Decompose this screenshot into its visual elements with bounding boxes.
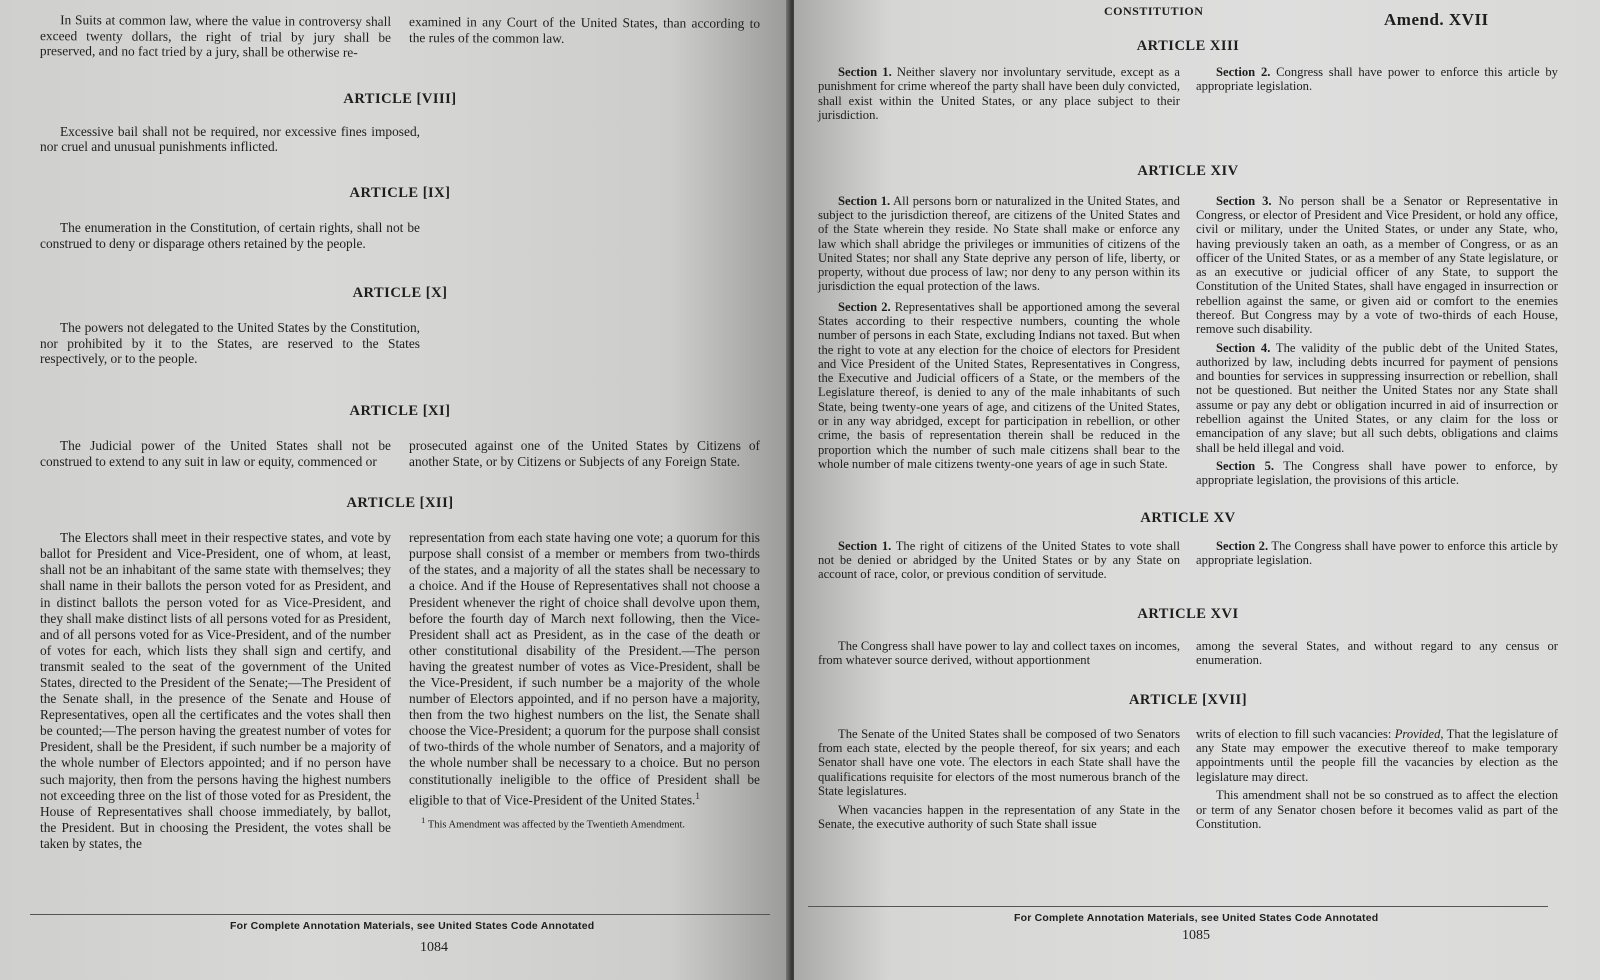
art14-s3-label: Section 3.	[1216, 193, 1272, 208]
intro-columns	[40, 12, 760, 63]
article-14-heading: ARTICLE XIV	[1137, 162, 1239, 179]
article-17-p4: This amendment shall not be so construed as to affect the election or term of any Senator chosen before it becomes valid as part of the Constitution.	[1196, 788, 1558, 832]
art14-s2-label: Section 2.	[838, 299, 891, 314]
art14-s2-text: Representatives shall be apportioned among the several States according to their respective numbers, counting the whole number of persons in each State, excluding Indians not taxed. But when the right to vote at any election for the choice of electors for President and Vice President of the United States, Representatives in Congress, the Executive and Judicial officers of a State, or the members of the Legislature thereof, is denied to any of the male inhabitants of such State, being twenty-one years of age, and citizens of the United States, or in any way abridged, except for participation in rebellion, or other crime, the basis of representation therein shall be reduced in the proportion which the number of such male citizens shall bear to the whole number of male citizens twenty-one years of age in such State.	[818, 299, 1180, 471]
art14-s4-text: The validity of the public debt of the United States, authorized by law, including debts incurred for payment of pensions and bounties for services in suppressing insurrection or rebellion, shall not be questioned. But neither the United States nor any State shall assume or pay any debt or obligation incurred in aid of insurrection or rebellion against the United States, or any claim for the loss or emancipation of any slave; but all such debts, obligations and claims shall be held illegal and void.	[1196, 340, 1559, 455]
footnote-number: 1	[421, 815, 426, 826]
article-16-heading: ARTICLE XVI	[1137, 605, 1239, 622]
art14-s1-text: All persons born or naturalized in the United States, and subject to the jurisdiction thereof, are citizens of the United States and of the State wherein they reside. No State shall make or enforce any law which shall abridge the privileges or immunities of citizens of the United States; nor shall any State deprive any person of life, liberty, or property, without due process of law; nor deny to any person within its jurisdiction the equal protection of the laws.	[818, 193, 1180, 294]
article-17-p3-provided: Provided,	[1394, 726, 1444, 741]
article-8-heading: ARTICLE [VIII]	[343, 90, 457, 107]
article-16-columns	[818, 639, 1558, 668]
article-9-heading: ARTICLE [IX]	[349, 184, 451, 201]
amendment-tag: Amend. XVII	[1384, 10, 1489, 29]
article-15-heading: ARTICLE XV	[1140, 509, 1236, 526]
art14-s4-label: Section 4.	[1216, 340, 1271, 355]
article-8-text: Excessive bail shall not be required, nor excessive fines imposed, nor cruel and unusual punishments inflicted.	[40, 123, 420, 155]
left-footer-rule	[30, 914, 770, 915]
article-17-p3-before: writs of election to fill such vacancies:	[1196, 726, 1392, 741]
right-page	[794, 0, 1600, 980]
article-12-heading: ARTICLE [XII]	[346, 495, 454, 512]
art13-s1-label: Section 1.	[838, 65, 892, 79]
running-head: CONSTITUTION	[1104, 4, 1204, 18]
article-11-heading: ARTICLE [XI]	[349, 402, 451, 419]
article-17-heading: ARTICLE [XVII]	[1128, 691, 1248, 708]
intro-col2: examined in any Court of the United States, than according to the rules of the common law.	[408, 14, 761, 46]
article-12-columns	[40, 530, 760, 852]
art13-s1-text: Neither slavery nor involuntary servitude, except as a punishment for crime whereof the party shall have been duly convicted, shall exist within the United States, or any place subject to their jurisdiction.	[818, 65, 1180, 123]
right-footer-rule	[808, 906, 1548, 907]
article-10-text: The powers not delegated to the United States by the Constitution, nor prohibited by it to the States, are reserved to the States respectively, or to the people.	[40, 320, 420, 367]
intro-col1: In Suits at common law, where the value in controversy shall exceed twenty dollars, the right of trial by jury shall be preserved, and no fact tried by a jury, shall be otherwise re-	[39, 12, 392, 60]
art14-s3-text: No person shall be a Senator or Representative in Congress, or elector of President and Vice President, or hold any office, civil or military, under the United States, or under any State, who, having previously taken an oath, as a member of Congress, or as an officer of the United States, or as a member of any State legislature, or as an executive or judicial officer of any State, to support the Constitution of the United States, shall have engaged in insurrection or rebellion against the same, or given aid or comfort to the enemies thereof. But Congress may by a vote of two-thirds of each House, remove such disability.	[1196, 193, 1558, 337]
art13-s2-text: Congress shall have power to enforce this article by appropriate legislation.	[1196, 65, 1558, 94]
article-14-columns	[818, 194, 1558, 488]
left-page	[0, 0, 790, 980]
art14-s5-text: The Congress shall have power to enforce, by appropriate legislation, the provisions of this article.	[1196, 458, 1558, 488]
left-footer-text: For Complete Annotation Materials, see United States Code Annotated	[230, 920, 595, 932]
article-10-heading: ARTICLE [X]	[352, 285, 448, 302]
article-11-col2: prosecuted against one of the United States by Citizens of another State, or by Citizens or Subjects of any Foreign State.	[409, 437, 760, 469]
art14-s1-label: Section 1.	[838, 193, 891, 208]
article-13-heading: ARTICLE XIII	[1136, 38, 1240, 54]
left-page-number: 1084	[420, 940, 448, 955]
right-page-number: 1085	[1182, 928, 1210, 943]
art15-s2-text: The Congress shall have power to enforce this article by appropriate legislation.	[1196, 538, 1558, 567]
article-9-text: The enumeration in the Constitution, of certain rights, shall not be construed to deny or disparage others retained by the people.	[40, 219, 420, 251]
art15-s1-text: The right of citizens of the United States to vote shall not be denied or abridged by the United States or by any State on account of race, color, or previous condition of servitude.	[818, 538, 1180, 582]
art15-s1-label: Section 1.	[838, 538, 892, 553]
footnote-mark: 1	[695, 790, 700, 801]
art15-s2-label: Section 2.	[1216, 538, 1269, 553]
right-footer-text: For Complete Annotation Materials, see United States Code Annotated	[1014, 912, 1379, 924]
article-11-col1: The Judicial power of the United States shall not be construed to extend to any suit in law or equity, commenced or	[40, 437, 391, 469]
article-11-columns	[40, 438, 760, 469]
article-12-col2: representation from each state having one vote; a quorum for this purpose shall consist of a member or members from two-thirds of the states, and a majority of all the states shall be necessary to a choice. And if the House of Representatives shall not choose a President whenever the right of choice shall devolve upon them, before the fourth day of March next following, then the Vice-President shall act as President, as in the case of the death or other constitutional disability of the President.—The person having the greatest number of votes as Vice-President, shall be the Vice-President, if such number be a majority of the whole number of Electors appointed, and if no person have a majority, then from the two highest numbers on the list, the Senate shall choose the Vice-President; a quorum for the purpose shall consist of two-thirds of the whole number of Senators, and a majority of the whole number shall be necessary to a choice. But no person constitutionally ineligible to the office of President shall be eligible to that of Vice-President of the United States.	[409, 530, 760, 808]
article-17-p1: The Senate of the United States shall be composed of two Senators from each state, elected by the people thereof, for six years; and each Senator shall have one vote. The electors in each State shall have the qualifications requisite for electors of the most numerous branch of the State legislatures.	[818, 726, 1180, 799]
footnote-text: This Amendment was affected by the Twentieth Amendment.	[427, 819, 686, 831]
article-12-col1: The Electors shall meet in their respective states, and vote by ballot for President and Vice-President, one of whom, at least, shall not be an inhabitant of the same state with themselves; they shall name in their ballots the person voted for as President, and in distinct ballots the person voted for as Vice-President, and they shall make distinct lists of all persons voted for as President, and of all persons voted for as Vice-President, and of the number of votes for each, which lists they shall sign and certify, and transmit sealed to the seat of the government of the United States, directed to the President of the Senate;—The President of the Senate shall, in the presence of the Senate and House of Representatives, open all the certificates and the votes shall then be counted;—The person having the greatest number of votes for President, shall be the President, if such number be a majority of the whole number of Electors appointed; and if no person have such majority, then from the persons having the highest numbers not exceeding three on the list of those voted for as President, the House of Representatives shall choose immediately, by ballot, the President. But in choosing the President, the votes shall be taken by states, the	[40, 530, 391, 851]
article-17-p3-after: That the legislature of any State may empower the executive thereof to make temporary appointments until the people fill the vacancies by election as the legislature may direct.	[1196, 726, 1558, 784]
article-15-columns	[818, 539, 1558, 582]
article-16-col1: The Congress shall have power to lay and collect taxes on incomes, from whatever source derived, without apportionment	[818, 638, 1180, 668]
article-16-col2: among the several States, and without regard to any census or enumeration.	[1196, 638, 1558, 668]
article-13-columns	[818, 65, 1558, 123]
article-17-columns	[818, 727, 1558, 832]
article-17-p2: When vacancies happen in the representation of any State in the Senate, the executive authority of such State shall issue	[818, 802, 1180, 832]
art14-s5-label: Section 5.	[1216, 458, 1275, 473]
art13-s2-label: Section 2.	[1216, 65, 1271, 79]
